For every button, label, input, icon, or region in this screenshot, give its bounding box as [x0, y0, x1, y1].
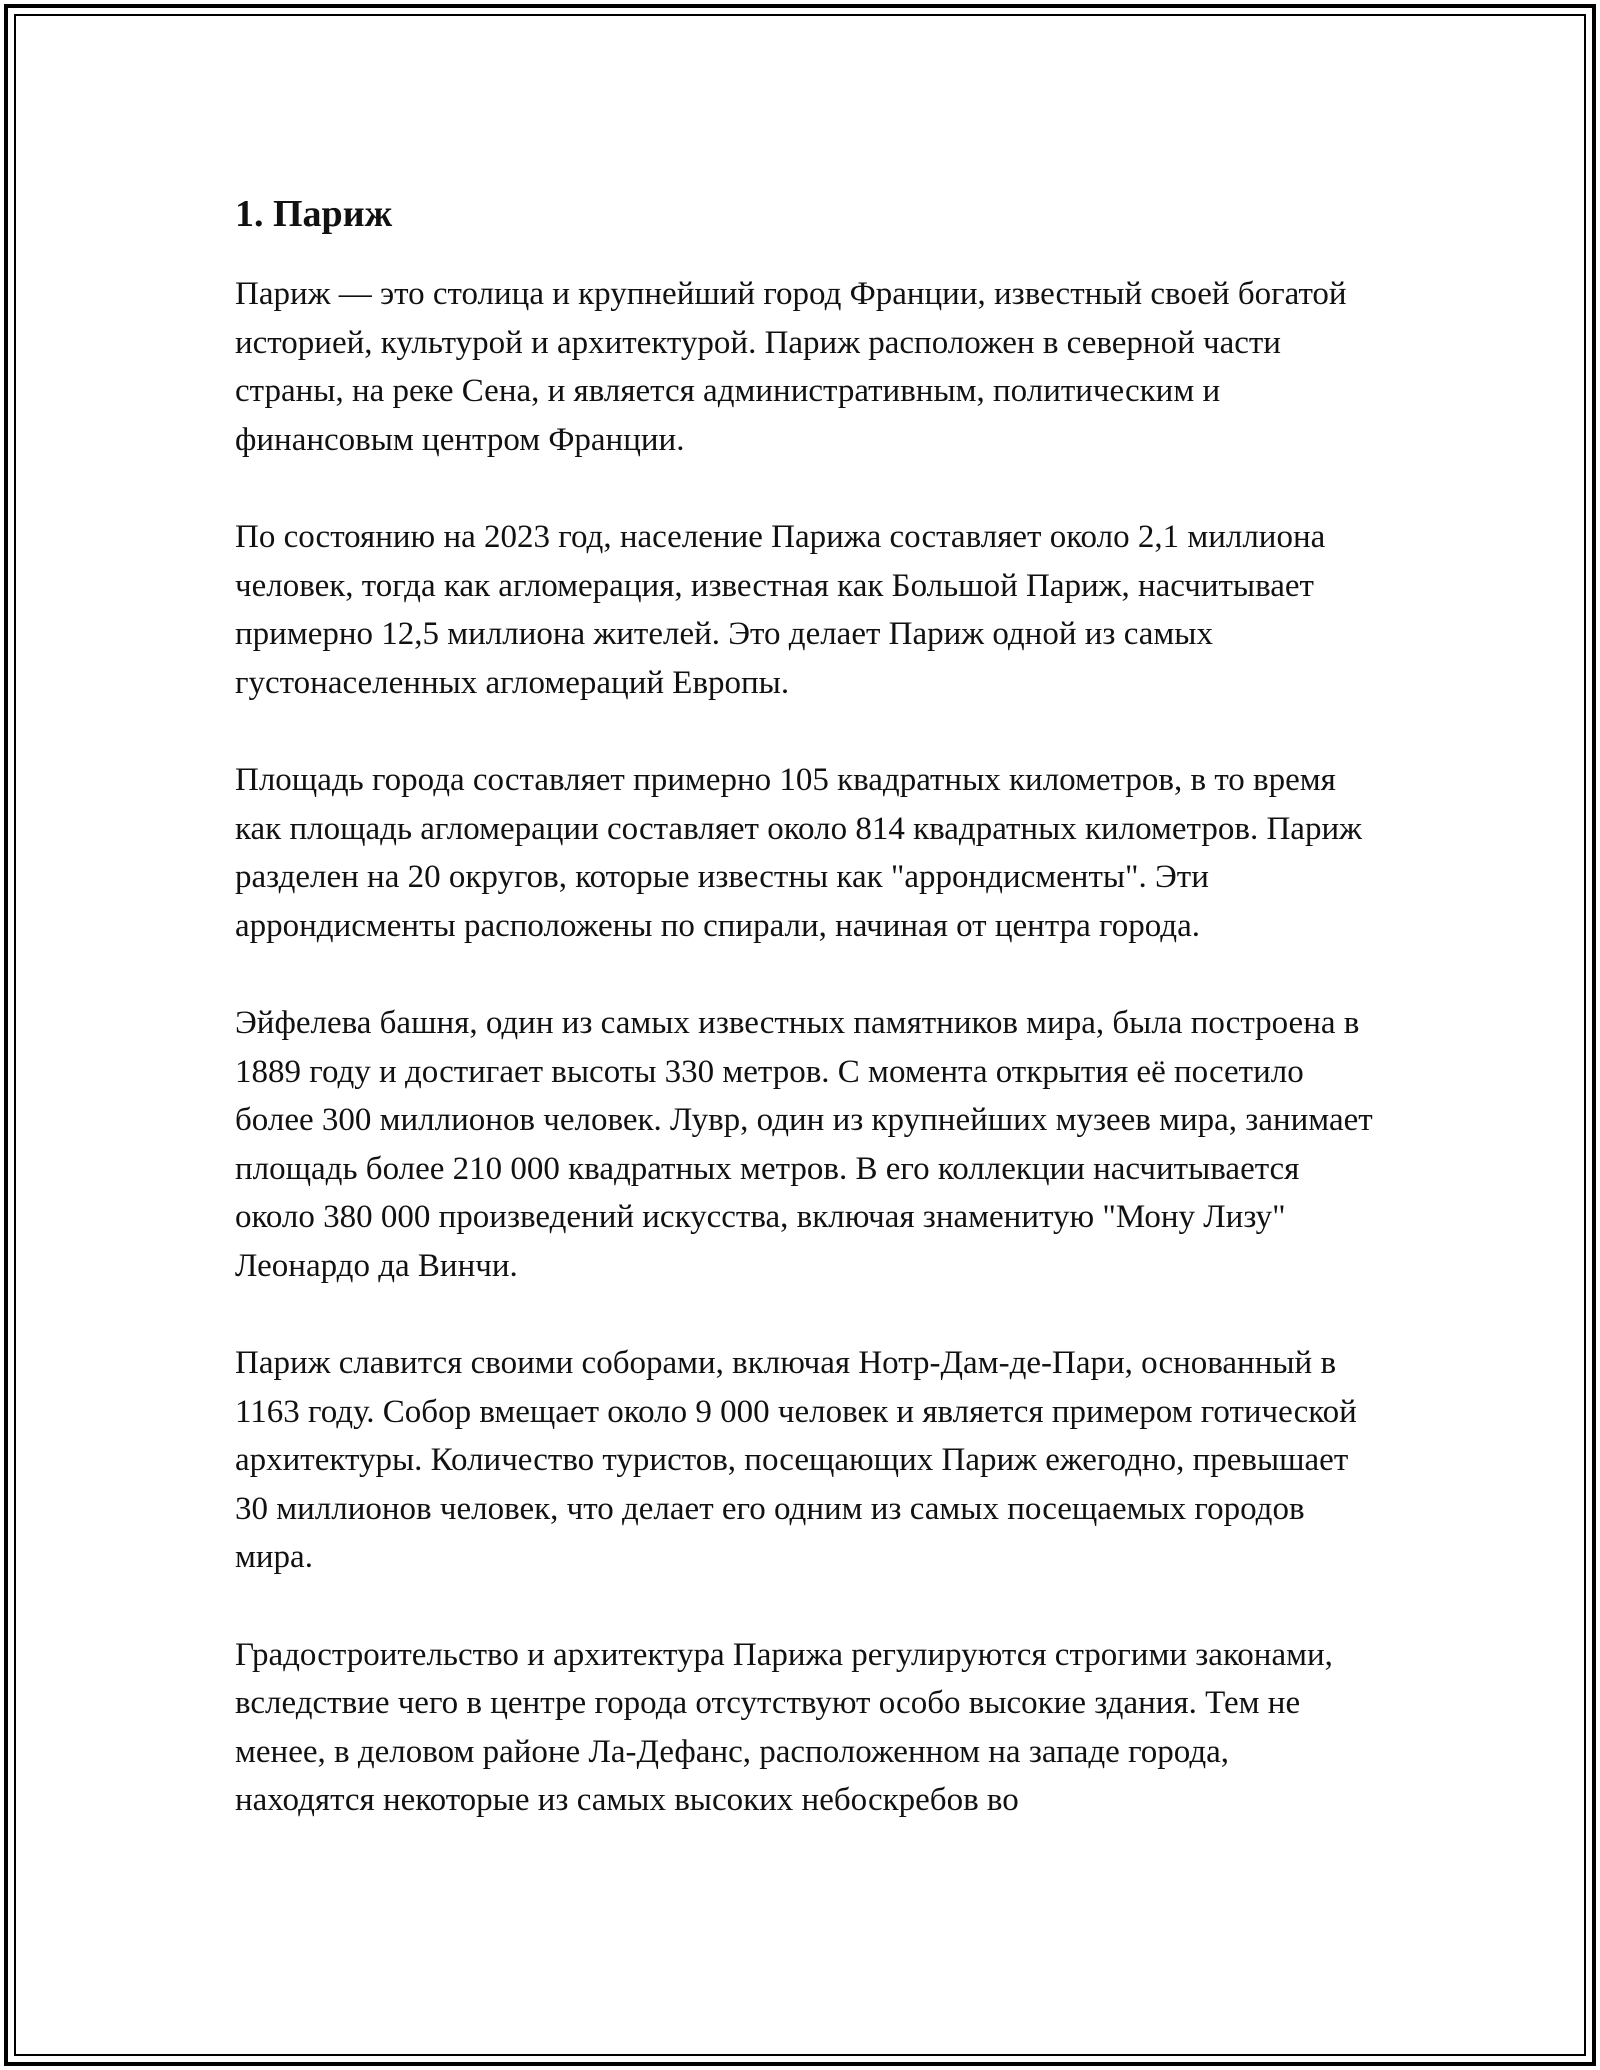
- paragraph-population: По состоянию на 2023 год, население Парижа составляет около 2,1 миллиона человек, тогда как агломерация, известная как Большой Париж, насчитывает примерно 12,5 миллиона жителей. Это делает Париж одной из самых густонаселенных агломераций Европы.: [235, 519, 1326, 701]
- section-heading: 1. Париж: [235, 193, 393, 235]
- paragraph-intro: Париж — это столица и крупнейший город Франции, известный своей богатой историей, культурой и архитектурой. Париж расположен в северной части страны, на реке Сена, и является административным, политическим и финансовым центром Франции.: [235, 276, 1347, 458]
- paragraph-landmarks: Эйфелева башня, один из самых известных памятников мира, была построена в 1889 году и достигает высоты 330 метров. С момента открытия её посетило более 300 миллионов человек. Лувр, один из крупнейших музеев мира, занимает площадь более 210 000 квадратных метров. В его коллекции насчитывается около 380 000 произведений искусства, включая знаменитую "Мону Лизу" Леонардо да Винчи.: [235, 1005, 1373, 1284]
- document-body: [235, 186, 1375, 1874]
- paragraph-cathedrals: Париж славится своими соборами, включая Нотр-Дам-де-Пари, основанный в 1163 году. Собор вмещает около 9 000 человек и является примером готической архитектуры. Количество туристов, посещающих Париж ежегодно, превышает 30 миллионов человек, что делает его одним из самых посещаемых городов мира.: [235, 1345, 1357, 1575]
- paragraph-area: Площадь города составляет примерно 105 квадратных километров, в то время как площадь агломерации составляет около 814 квадратных километров. Париж разделен на 20 округов, которые известны как "аррондисменты". Эти аррондисменты расположены по спирали, начиная от центра города.: [235, 762, 1362, 944]
- paragraph-urban-planning: Градостроительство и архитектура Парижа регулируются строгими законами, вследствие чего в центре города отсутствуют особо высокие здания. Тем не менее, в деловом районе Ла-Дефанс, расположенном на западе города, находятся некоторые из самых высоких небоскребов во: [235, 1636, 1333, 1818]
